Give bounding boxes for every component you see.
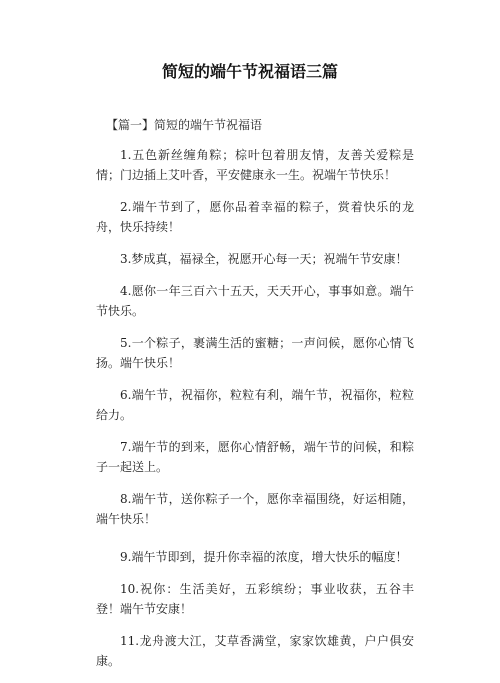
section-heading: 【篇一】简短的端午节祝福语 <box>106 118 263 132</box>
paragraph-10: 10.祝你：生活美好，五彩缤纷；事业收获，五谷丰登！端午节安康！ <box>96 582 414 616</box>
paragraph-6: 6.端午节，祝福你，粒粒有利，端午节，祝福你，粒粒给力。 <box>96 388 414 422</box>
paragraph-2: 2.端午节到了，愿你品着幸福的粽子，赏着快乐的龙舟，快乐持续！ <box>96 200 414 234</box>
document-title: 简短的端午节祝福语三篇 <box>161 62 338 81</box>
paragraph-5: 5.一个粽子，裹满生活的蜜糖；一声问候，愿你心情飞扬。端午快乐！ <box>96 336 414 370</box>
paragraph-8: 8.端午节，送你粽子一个，愿你幸福围绕，好运相随，端午快乐！ <box>96 492 414 526</box>
document-body <box>96 116 414 683</box>
paragraph-4: 4.愿你一年三百六十五天，天天开心，事事如意。端午节快乐。 <box>96 284 414 318</box>
paragraph-7: 7.端午节的到来，愿你心情舒畅，端午节的问候，和粽子一起送上。 <box>96 440 414 474</box>
paragraph-3: 3.梦成真，福禄全，祝愿开心每一天；祝端午节安康！ <box>120 252 408 266</box>
paragraph-11: 11.龙舟渡大江，艾草香满堂，家家饮雄黄，户户俱安康。 <box>96 634 414 668</box>
paragraph-9: 9.端午节即到，提升你幸福的浓度，增大快乐的幅度！ <box>120 550 408 564</box>
paragraph-1: 1.五色新丝缠角粽；棕叶包着朋友情，友善关爱粽是情；门边插上艾叶香，平安健康永一生。祝端午节快乐！ <box>96 148 414 182</box>
